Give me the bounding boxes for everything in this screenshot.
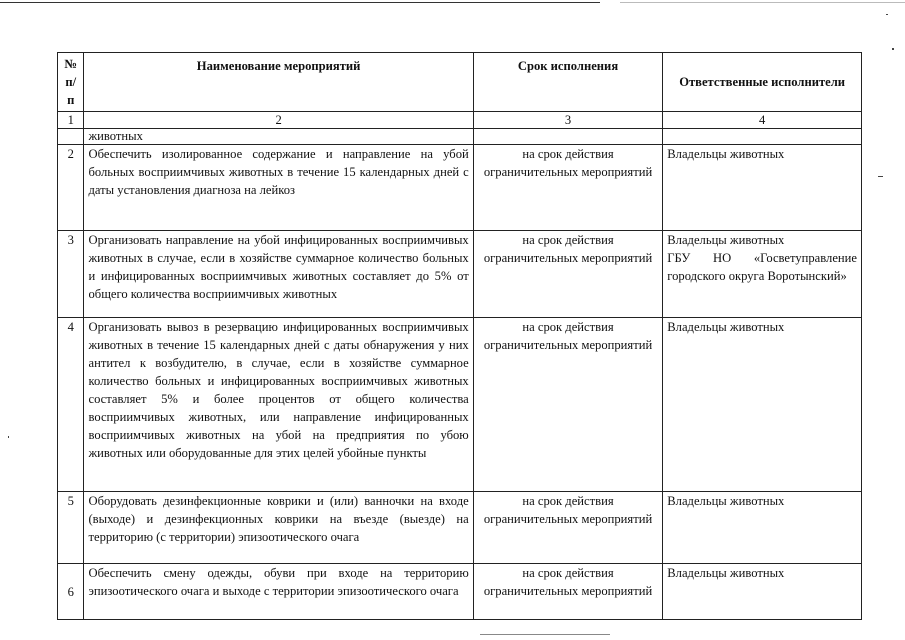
continuation-text: животных <box>84 129 473 145</box>
row-number: 3 <box>58 231 84 318</box>
row-responsible <box>663 145 862 231</box>
row-activity: Организовать вывоз в резервацию инфицированных восприимчивых животных в течение 15 календарных дней с даты обнаружения у них антител к возбудителю, в случае, если в хозяйстве суммарное количество больных и инфицированных восприимчивых животных составляет 5% и более процентов от общего количества восприимчивых животных, или направление инфицированных восприимчивых животных на убой на предприятия по убою животных или оборудованные для этих целей убойные пункты <box>84 318 473 492</box>
row-activity: Оборудовать дезинфекционные коврики и (или) ванночки на входе (выходе) и дезинфекционных коврики на въезде (выезде) на территорию (с территории) эпизоотического очага <box>84 492 473 564</box>
row-responsible <box>663 492 862 564</box>
scan-speck <box>878 176 883 177</box>
row-number: 4 <box>58 318 84 492</box>
row-deadline: на срок действия ограничительных мероприятий <box>473 492 663 564</box>
table-header-row <box>58 53 862 112</box>
responsible-party: ГБУ НО «Госветуправление городского округа Воротынский» <box>667 251 857 283</box>
row-responsible <box>663 564 862 620</box>
row-number: 6 <box>58 564 84 620</box>
row-number: 2 <box>58 145 84 231</box>
continuation-row <box>58 129 862 145</box>
table-row <box>58 318 862 492</box>
header-term: Срок исполнения <box>473 53 663 112</box>
top-border-line <box>0 2 600 3</box>
table-row <box>58 564 862 620</box>
row-activity: Обеспечить изолированное содержание и направление на убой больных восприимчивых животных в течение 15 календарных дней с даты установления диагноза на лейкоз <box>84 145 473 231</box>
scan-speck <box>892 48 894 50</box>
row-responsible <box>663 318 862 492</box>
responsible-party: Владельцы животных <box>667 147 785 161</box>
column-number: 4 <box>663 112 862 129</box>
row-number: 5 <box>58 492 84 564</box>
row-activity: Обеспечить смену одежды, обуви при входе на территорию эпизоотического очага и выходе с территории эпизоотического очага <box>84 564 473 620</box>
responsible-party: Владельцы животных <box>667 320 785 334</box>
responsible-party: Владельцы животных <box>667 233 785 247</box>
row-responsible <box>663 231 862 318</box>
table-row <box>58 231 862 318</box>
header-resp: Ответственные исполнители <box>663 53 862 112</box>
bottom-border-line <box>480 634 610 635</box>
scan-speck <box>886 14 888 15</box>
responsible-party: Владельцы животных <box>667 566 785 580</box>
row-deadline: на срок действия ограничительных мероприятий <box>473 564 663 620</box>
column-number-row <box>58 112 862 129</box>
activities-table <box>57 52 862 620</box>
row-deadline: на срок действия ограничительных мероприятий <box>473 318 663 492</box>
scan-speck <box>8 436 9 438</box>
header-name: Наименование мероприятий <box>84 53 473 112</box>
row-deadline: на срок действия ограничительных мероприятий <box>473 231 663 318</box>
column-number: 2 <box>84 112 473 129</box>
top-border-line-faint <box>620 2 905 3</box>
responsible-party: Владельцы животных <box>667 494 785 508</box>
column-number: 1 <box>58 112 84 129</box>
column-number: 3 <box>473 112 663 129</box>
header-num: № п/п <box>58 53 84 112</box>
table-row <box>58 145 862 231</box>
table-row <box>58 492 862 564</box>
row-deadline: на срок действия ограничительных мероприятий <box>473 145 663 231</box>
row-activity: Организовать направление на убой инфицированных восприимчивых животных в случае, если в хозяйстве суммарное количество больных и инфицированных восприимчивых животных составляет до 5% от общего количества восприимчивых животных <box>84 231 473 318</box>
